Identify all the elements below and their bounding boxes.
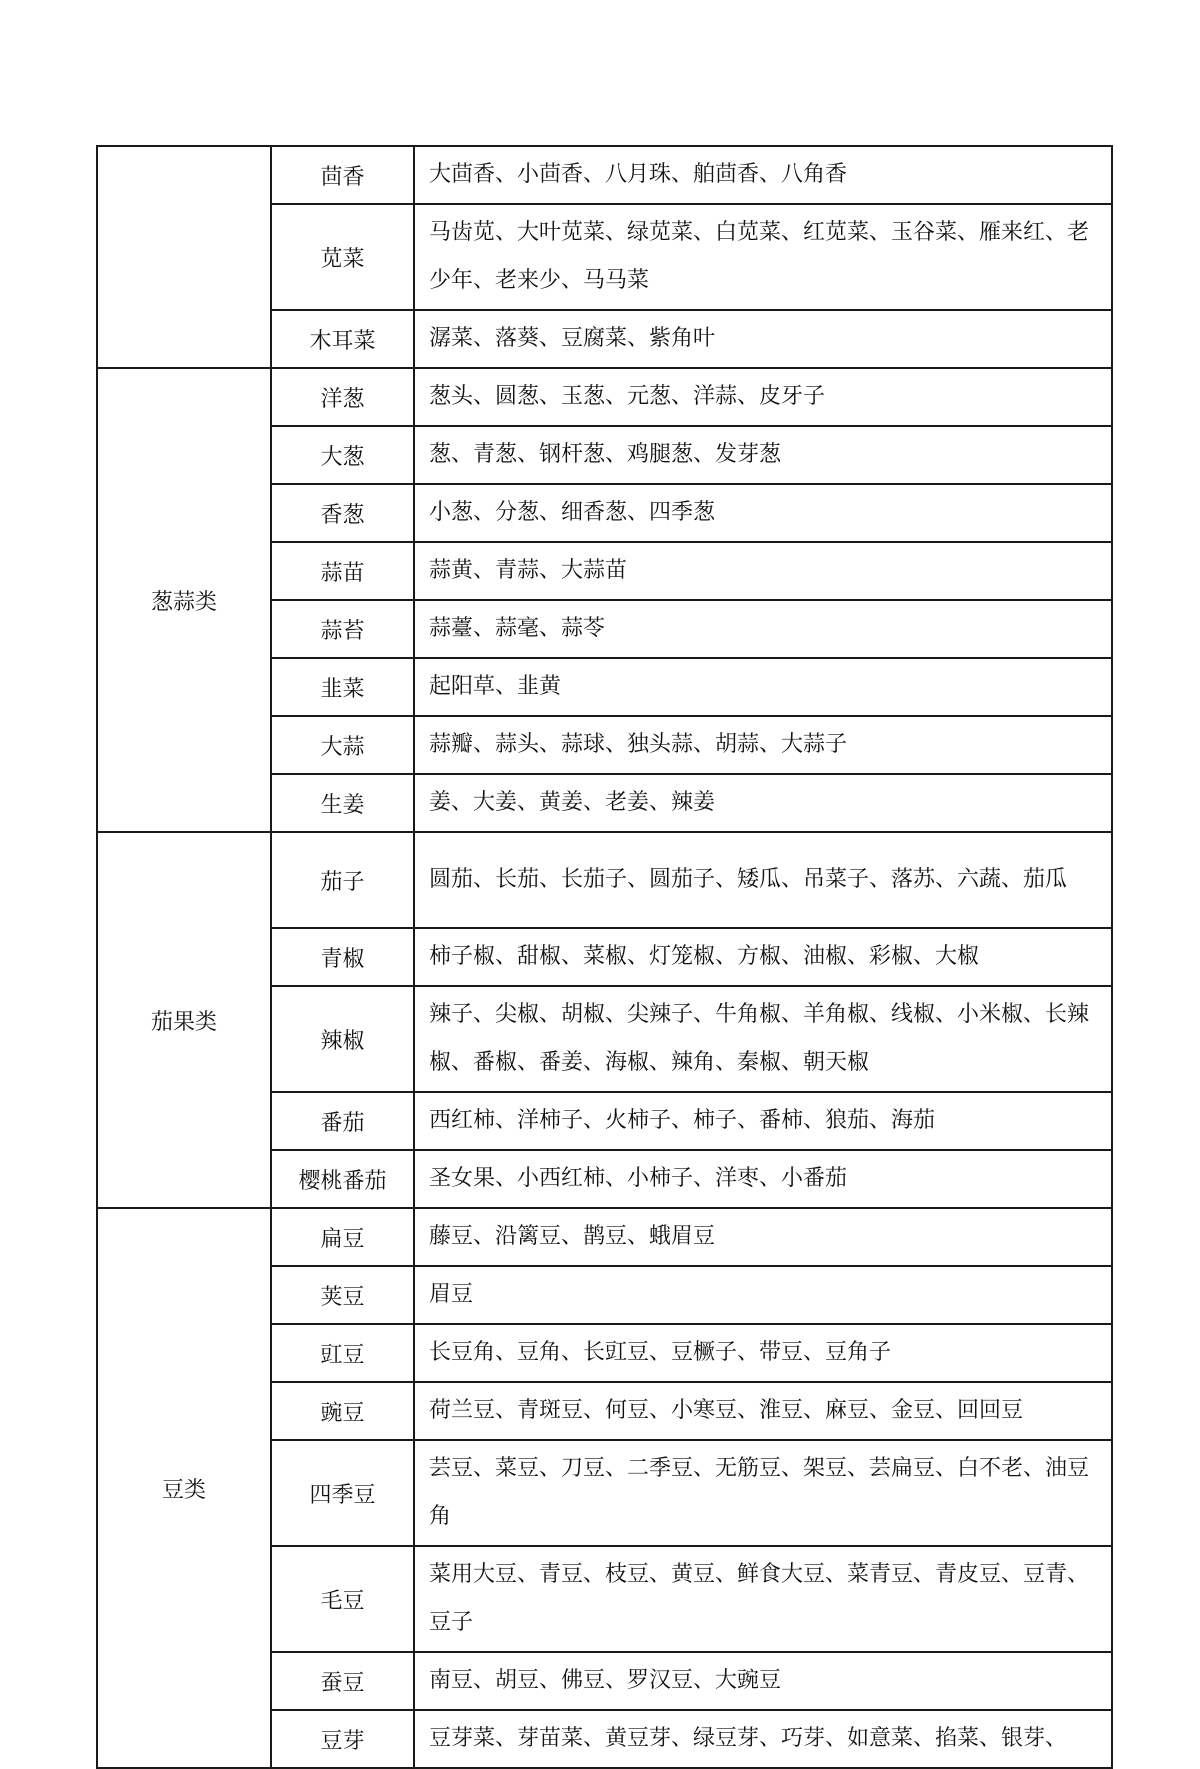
vegetable-name: 青椒 — [271, 928, 414, 986]
vegetable-aliases: 姜、大姜、黄姜、老姜、辣姜 — [414, 774, 1112, 832]
vegetable-aliases: 西红柿、洋柿子、火柿子、柿子、番柿、狼茄、海茄 — [414, 1092, 1112, 1150]
vegetable-name: 辣椒 — [271, 986, 414, 1092]
vegetable-aliases: 藤豆、沿篱豆、鹊豆、蛾眉豆 — [414, 1208, 1112, 1266]
table-row — [97, 146, 1112, 204]
vegetable-aliases: 葱、青葱、钢杆葱、鸡腿葱、发芽葱 — [414, 426, 1112, 484]
vegetable-name: 苋菜 — [271, 204, 414, 310]
vegetable-name: 豇豆 — [271, 1324, 414, 1382]
vegetable-name: 蒜苔 — [271, 600, 414, 658]
vegetable-aliases: 荷兰豆、青斑豆、何豆、小寒豆、淮豆、麻豆、金豆、回回豆 — [414, 1382, 1112, 1440]
vegetable-aliases: 眉豆 — [414, 1266, 1112, 1324]
vegetable-aliases: 蒜瓣、蒜头、蒜球、独头蒜、胡蒜、大蒜子 — [414, 716, 1112, 774]
vegetable-aliases: 豆芽菜、芽苗菜、黄豆芽、绿豆芽、巧芽、如意菜、掐菜、银芽、 — [414, 1710, 1112, 1768]
table-row — [97, 1208, 1112, 1266]
vegetable-aliases: 南豆、胡豆、佛豆、罗汉豆、大豌豆 — [414, 1652, 1112, 1710]
vegetable-aliases: 柿子椒、甜椒、菜椒、灯笼椒、方椒、油椒、彩椒、大椒 — [414, 928, 1112, 986]
vegetable-aliases: 圣女果、小西红柿、小柿子、洋枣、小番茄 — [414, 1150, 1112, 1208]
vegetable-aliases: 马齿苋、大叶苋菜、绿苋菜、白苋菜、红苋菜、玉谷菜、雁来红、老少年、老来少、马马菜 — [414, 204, 1112, 310]
vegetable-aliases: 长豆角、豆角、长豇豆、豆橛子、带豆、豆角子 — [414, 1324, 1112, 1382]
vegetable-aliases: 小葱、分葱、细香葱、四季葱 — [414, 484, 1112, 542]
vegetable-aliases: 大茴香、小茴香、八月珠、舶茴香、八角香 — [414, 146, 1112, 204]
category-cell: 葱蒜类 — [97, 368, 271, 832]
category-cell: 豆类 — [97, 1208, 271, 1768]
vegetable-name: 毛豆 — [271, 1546, 414, 1652]
vegetable-name: 香葱 — [271, 484, 414, 542]
vegetable-aliases: 蒜黄、青蒜、大蒜苗 — [414, 542, 1112, 600]
vegetable-aliases: 起阳草、韭黄 — [414, 658, 1112, 716]
vegetable-name: 蚕豆 — [271, 1652, 414, 1710]
vegetable-alias-table — [96, 145, 1113, 1769]
table-row — [97, 368, 1112, 426]
vegetable-name: 木耳菜 — [271, 310, 414, 368]
vegetable-name: 生姜 — [271, 774, 414, 832]
vegetable-name: 扁豆 — [271, 1208, 414, 1266]
vegetable-aliases: 潺菜、落葵、豆腐菜、紫角叶 — [414, 310, 1112, 368]
vegetable-aliases: 葱头、圆葱、玉葱、元葱、洋蒜、皮牙子 — [414, 368, 1112, 426]
vegetable-name: 大蒜 — [271, 716, 414, 774]
vegetable-name: 荚豆 — [271, 1266, 414, 1324]
vegetable-aliases: 辣子、尖椒、胡椒、尖辣子、牛角椒、羊角椒、线椒、小米椒、长辣椒、番椒、番姜、海椒、辣角、秦椒、朝天椒 — [414, 986, 1112, 1092]
vegetable-aliases: 芸豆、菜豆、刀豆、二季豆、无筋豆、架豆、芸扁豆、白不老、油豆角 — [414, 1440, 1112, 1546]
vegetable-name: 大葱 — [271, 426, 414, 484]
vegetable-name: 洋葱 — [271, 368, 414, 426]
category-cell: 茄果类 — [97, 832, 271, 1208]
vegetable-name: 茴香 — [271, 146, 414, 204]
vegetable-name: 豌豆 — [271, 1382, 414, 1440]
vegetable-aliases: 圆茄、长茄、长茄子、圆茄子、矮瓜、吊菜子、落苏、六蔬、茄瓜 — [414, 832, 1112, 928]
vegetable-aliases: 菜用大豆、青豆、枝豆、黄豆、鲜食大豆、菜青豆、青皮豆、豆青、豆子 — [414, 1546, 1112, 1652]
table-body — [97, 146, 1112, 1768]
vegetable-name: 樱桃番茄 — [271, 1150, 414, 1208]
vegetable-name: 蒜苗 — [271, 542, 414, 600]
vegetable-name: 番茄 — [271, 1092, 414, 1150]
table-row — [97, 832, 1112, 928]
vegetable-name: 豆芽 — [271, 1710, 414, 1768]
category-cell — [97, 146, 271, 368]
vegetable-name: 四季豆 — [271, 1440, 414, 1546]
vegetable-aliases: 蒜薹、蒜毫、蒜苓 — [414, 600, 1112, 658]
vegetable-name: 韭菜 — [271, 658, 414, 716]
vegetable-name: 茄子 — [271, 832, 414, 928]
